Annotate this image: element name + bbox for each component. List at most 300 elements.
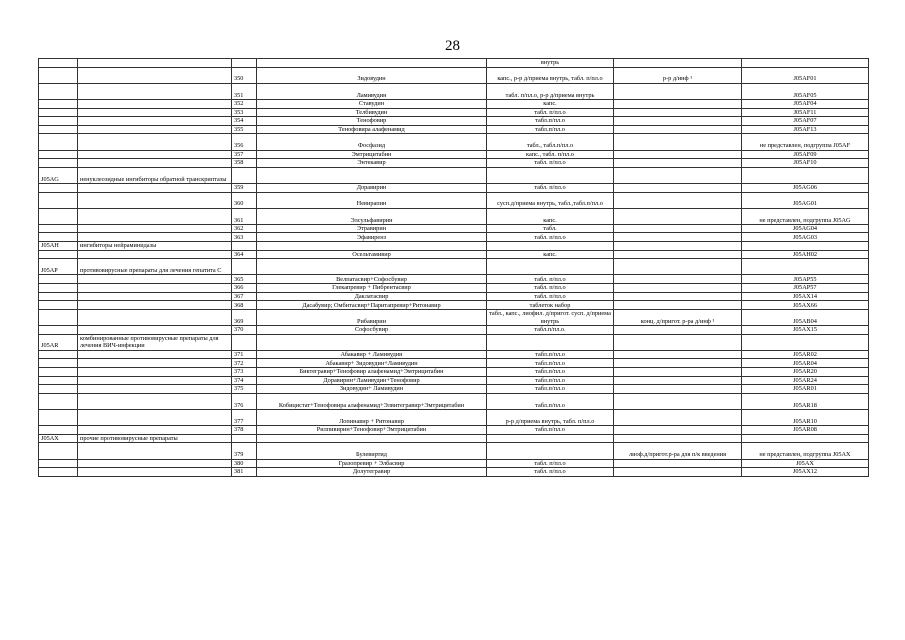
group-name-cell [78,393,232,409]
group-name-cell: ненуклеозидные ингибиторы обратной транскриптазы [78,167,232,183]
drug-name-cell: Велпатасвир+Софосбувир [257,275,487,284]
atc-group-code-cell [39,376,78,385]
dosage-form-cell: р-р д/приема внутрь, табл. п/пл.о [487,409,614,425]
table-row [39,326,869,335]
row-number-cell: 372 [232,359,257,368]
table-row [39,367,869,376]
table-row [39,443,869,459]
atc-group-code-cell [39,350,78,359]
drug-name-cell: Телбивудин [257,108,487,117]
table-row [39,393,869,409]
table-body [39,59,869,477]
atc-code-cell: J05AH02 [742,250,869,259]
dosage-form-cell [487,443,614,459]
hospital-dosage-form-cell [614,409,742,425]
drug-name-cell: Этравирин [257,224,487,233]
atc-code-cell: J05AR20 [742,367,869,376]
dosage-form-cell: табл. п/пл.о [487,108,614,117]
dosage-form-cell: табл. п/пл.о [487,159,614,168]
row-number-cell: 350 [232,67,257,83]
drug-name-cell [257,259,487,275]
hospital-dosage-form-cell [614,275,742,284]
atc-group-code-cell [39,309,78,325]
drug-name-cell: Ламивудин [257,83,487,99]
table-row [39,385,869,394]
hospital-dosage-form-cell: конц. д/пригот. р-ра д/инф ¹ [614,309,742,325]
hospital-dosage-form-cell [614,242,742,251]
drug-name-cell: Абакавир+ Зидовудин+Ламивудин [257,359,487,368]
group-name-cell [78,359,232,368]
dosage-form-cell: табл.п/пл.о [487,350,614,359]
hospital-dosage-form-cell [614,459,742,468]
table-row [39,125,869,134]
table-row [39,459,869,468]
group-name-cell [78,301,232,310]
atc-code-cell [742,434,869,443]
row-number-cell: 362 [232,224,257,233]
row-number-cell: 357 [232,150,257,159]
hospital-dosage-form-cell [614,359,742,368]
row-number-cell: 378 [232,426,257,435]
table-row [39,150,869,159]
table-row [39,192,869,208]
atc-group-code-cell [39,292,78,301]
drug-name-cell: Доравирин+Ламивудин+Тенофовир [257,376,487,385]
atc-code-cell: J05AX [742,459,869,468]
row-number-cell: 375 [232,385,257,394]
table-row [39,117,869,126]
dosage-form-cell: табл. п/пл.о [487,183,614,192]
group-name-cell [78,284,232,293]
row-number-cell [232,259,257,275]
table-row [39,83,869,99]
hospital-dosage-form-cell [614,159,742,168]
row-number-cell [232,434,257,443]
dosage-form-cell: табл.п/пл.о [487,367,614,376]
table-row [39,284,869,293]
atc-code-cell: J05AR08 [742,426,869,435]
table-row [39,159,869,168]
group-name-cell [78,367,232,376]
dosage-form-cell [487,259,614,275]
group-name-cell [78,409,232,425]
group-name-cell [78,192,232,208]
atc-group-code-cell [39,385,78,394]
hospital-dosage-form-cell [614,233,742,242]
group-name-cell [78,309,232,325]
atc-group-code-cell [39,83,78,99]
atc-code-cell: J05AR24 [742,376,869,385]
atc-code-cell: J05AR18 [742,393,869,409]
group-name-cell [78,350,232,359]
row-number-cell: 354 [232,117,257,126]
hospital-dosage-form-cell: р-р д/инф ¹ [614,67,742,83]
drug-name-cell: Доравирин [257,183,487,192]
atc-code-cell: J05AR10 [742,409,869,425]
group-name-cell [78,159,232,168]
group-name-cell [78,183,232,192]
hospital-dosage-form-cell [614,426,742,435]
table-row [39,233,869,242]
atc-group-code-cell [39,208,78,224]
hospital-dosage-form-cell [614,183,742,192]
atc-group-code-cell [39,409,78,425]
hospital-dosage-form-cell [614,376,742,385]
row-number-cell: 361 [232,208,257,224]
table-row [39,108,869,117]
hospital-dosage-form-cell [614,108,742,117]
row-number-cell: 367 [232,292,257,301]
drug-name-cell [257,167,487,183]
hospital-dosage-form-cell [614,134,742,150]
atc-code-cell [742,59,869,68]
dosage-form-cell: табл., капс., лиофил. д/пригот. сусп. д/приема внутрь [487,309,614,325]
group-name-cell [78,385,232,394]
atc-group-code-cell [39,183,78,192]
atc-code-cell: J05AX12 [742,468,869,477]
hospital-dosage-form-cell [614,150,742,159]
dosage-form-cell: табл.п/пл.о [487,426,614,435]
drug-name-cell: Эфавиренз [257,233,487,242]
atc-group-code-cell [39,134,78,150]
row-number-cell: 353 [232,108,257,117]
table-row [39,224,869,233]
table-row [39,468,869,477]
group-name-cell: противовирусные препараты для лечения гепатита С [78,259,232,275]
atc-group-code-cell [39,150,78,159]
atc-code-cell [742,334,869,350]
group-name-cell [78,99,232,108]
drug-name-cell: Энтекавир [257,159,487,168]
hospital-dosage-form-cell [614,292,742,301]
atc-group-code-cell [39,67,78,83]
hospital-dosage-form-cell [614,301,742,310]
hospital-dosage-form-cell [614,125,742,134]
table-row [39,275,869,284]
group-name-cell [78,275,232,284]
row-number-cell: 352 [232,99,257,108]
drug-name-cell: Фосфазид [257,134,487,150]
row-number-cell: 355 [232,125,257,134]
atc-group-code-cell [39,326,78,335]
atc-group-code-cell [39,250,78,259]
drug-name-cell: Ставудин [257,99,487,108]
row-number-cell: 351 [232,83,257,99]
drug-name-cell: Рилпивирин+Тенофовир+Эмтрицитабин [257,426,487,435]
dosage-form-cell: капс., р-р д/приема внутрь, табл. п/пл.о [487,67,614,83]
atc-code-cell: не представлен, подгруппа J05AG [742,208,869,224]
group-name-cell [78,250,232,259]
atc-code-cell: не представлен, подгруппа J05AF [742,134,869,150]
row-number-cell: 379 [232,443,257,459]
dosage-form-cell: таблеток набор [487,301,614,310]
drug-name-cell: Даклатасвир [257,292,487,301]
table-row [39,334,869,350]
atc-group-code-cell [39,284,78,293]
drug-name-cell: Долутегравир [257,468,487,477]
drug-name-cell: Абакавир + Ламивудин [257,350,487,359]
atc-group-code-cell [39,192,78,208]
dosage-form-cell: табл.п/пл.о [487,393,614,409]
row-number-cell [232,334,257,350]
hospital-dosage-form-cell [614,284,742,293]
table-row [39,292,869,301]
atc-group-code-cell [39,117,78,126]
dosage-form-cell: табл.п/пл.о [487,359,614,368]
dosage-form-cell: табл.п/пл.о [487,125,614,134]
atc-code-cell: J05AF07 [742,117,869,126]
dosage-form-cell [487,334,614,350]
table-row [39,359,869,368]
dosage-form-cell [487,242,614,251]
hospital-dosage-form-cell [614,350,742,359]
drug-name-cell: Зидовудин [257,67,487,83]
group-name-cell [78,108,232,117]
dosage-form-cell: табл. [487,224,614,233]
dosage-form-cell: капс., табл. п/пл.о [487,150,614,159]
dosage-form-cell: внутрь [487,59,614,68]
table-row [39,242,869,251]
drug-list-table [38,58,869,477]
group-name-cell [78,426,232,435]
row-number-cell: 360 [232,192,257,208]
hospital-dosage-form-cell [614,224,742,233]
atc-code-cell: J05AP55 [742,275,869,284]
group-name-cell: комбинированные противовирусные препараты для лечения ВИЧ-инфекции [78,334,232,350]
atc-group-code-cell [39,233,78,242]
hospital-dosage-form-cell [614,393,742,409]
table-row [39,183,869,192]
atc-code-cell [742,167,869,183]
atc-code-cell: не представлен, подгруппа J05AX [742,443,869,459]
dosage-form-cell: табл.п/пл.о [487,376,614,385]
table-row [39,426,869,435]
group-name-cell [78,208,232,224]
dosage-form-cell: капс. [487,250,614,259]
dosage-form-cell: табл., табл.п/пл.о [487,134,614,150]
dosage-form-cell: табл. п/пл.о [487,284,614,293]
drug-name-cell [257,242,487,251]
atc-group-code-cell [39,108,78,117]
atc-code-cell: J05AF13 [742,125,869,134]
group-name-cell [78,224,232,233]
group-name-cell [78,150,232,159]
group-name-cell [78,459,232,468]
dosage-form-cell [487,167,614,183]
atc-group-code-cell [39,301,78,310]
row-number-cell: 374 [232,376,257,385]
drug-name-cell: Тенофовир [257,117,487,126]
group-name-cell [78,326,232,335]
atc-group-code-cell [39,99,78,108]
atc-code-cell: J05AF10 [742,159,869,168]
atc-group-code-cell: J05AH [39,242,78,251]
atc-code-cell: J05AF05 [742,83,869,99]
dosage-form-cell: табл. п/пл.о [487,459,614,468]
atc-code-cell: J05AR02 [742,350,869,359]
atc-group-code-cell [39,459,78,468]
atc-code-cell: J05AF01 [742,67,869,83]
row-number-cell: 376 [232,393,257,409]
group-name-cell [78,292,232,301]
atc-group-code-cell [39,59,78,68]
hospital-dosage-form-cell [614,334,742,350]
table-row [39,67,869,83]
drug-name-cell: Биктегравир+Тенофовир алафенамид+Эмтрицитабин [257,367,487,376]
row-number-cell: 373 [232,367,257,376]
dosage-form-cell: табл.п/пл.о. [487,326,614,335]
dosage-form-cell: сусп.д/приема внутрь, табл.,табл.п/пл.о [487,192,614,208]
group-name-cell [78,125,232,134]
drug-name-cell: Невирапин [257,192,487,208]
drug-name-cell: Кобицистат+Тенофовира алафенамид+Элвитегравир+Эмтрицитабин [257,393,487,409]
table-row [39,301,869,310]
dosage-form-cell: табл. п/пл.о [487,292,614,301]
drug-name-cell: Эмтрицитабин [257,150,487,159]
atc-group-code-cell: J05AP [39,259,78,275]
dosage-form-cell [487,434,614,443]
row-number-cell: 368 [232,301,257,310]
group-name-cell: ингибиторы нейраминидазы [78,242,232,251]
row-number-cell: 370 [232,326,257,335]
atc-code-cell: J05AP57 [742,284,869,293]
atc-code-cell: J05AX66 [742,301,869,310]
row-number-cell [232,59,257,68]
dosage-form-cell: табл.п/пл.о [487,117,614,126]
table-row [39,167,869,183]
dosage-form-cell: капс. [487,99,614,108]
drug-name-cell: Рибавирин [257,309,487,325]
row-number-cell: 366 [232,284,257,293]
group-name-cell [78,468,232,477]
row-number-cell [232,242,257,251]
dosage-form-cell: табл.п/пл.о [487,385,614,394]
row-number-cell: 359 [232,183,257,192]
atc-code-cell [742,259,869,275]
drug-name-cell: Лопинавир + Ритонавир [257,409,487,425]
row-number-cell: 377 [232,409,257,425]
group-name-cell [78,376,232,385]
table-row [39,250,869,259]
dosage-form-cell: табл. п/пл.о [487,275,614,284]
hospital-dosage-form-cell [614,167,742,183]
hospital-dosage-form-cell [614,250,742,259]
dosage-form-cell: табл. п/пл.о [487,233,614,242]
table-row [39,208,869,224]
atc-group-code-cell: J05AR [39,334,78,350]
hospital-dosage-form-cell [614,83,742,99]
atc-code-cell: J05AB04 [742,309,869,325]
drug-name-cell [257,59,487,68]
drug-name-cell: Тенофовира алафенамид [257,125,487,134]
table-row [39,99,869,108]
atc-code-cell: J05AG01 [742,192,869,208]
group-name-cell: прочие противовирусные препараты [78,434,232,443]
atc-group-code-cell [39,125,78,134]
group-name-cell [78,134,232,150]
atc-group-code-cell [39,393,78,409]
atc-group-code-cell [39,367,78,376]
atc-code-cell: J05AR01 [742,385,869,394]
group-name-cell [78,443,232,459]
row-number-cell: 363 [232,233,257,242]
atc-group-code-cell [39,468,78,477]
hospital-dosage-form-cell: лиоф.д/пригот.р-ра для п/к введения [614,443,742,459]
row-number-cell: 358 [232,159,257,168]
group-name-cell [78,67,232,83]
atc-code-cell: J05AG04 [742,224,869,233]
hospital-dosage-form-cell [614,385,742,394]
atc-group-code-cell [39,443,78,459]
table-row [39,309,869,325]
hospital-dosage-form-cell [614,434,742,443]
table-row [39,350,869,359]
hospital-dosage-form-cell [614,117,742,126]
hospital-dosage-form-cell [614,367,742,376]
atc-code-cell: J05AG06 [742,183,869,192]
atc-code-cell: J05AR04 [742,359,869,368]
dosage-form-cell: капс. [487,208,614,224]
table-row [39,59,869,68]
hospital-dosage-form-cell [614,192,742,208]
dosage-form-cell: табл. п/пл.о, р-р д/приема внутрь [487,83,614,99]
hospital-dosage-form-cell [614,208,742,224]
atc-code-cell [742,242,869,251]
drug-name-cell [257,334,487,350]
row-number-cell: 369 [232,309,257,325]
drug-name-cell [257,434,487,443]
atc-code-cell: J05AF11 [742,108,869,117]
atc-group-code-cell [39,426,78,435]
atc-code-cell: J05AF04 [742,99,869,108]
drug-name-cell: Элсульфавирин [257,208,487,224]
row-number-cell [232,167,257,183]
drug-name-cell: Зидовудин+ Ламивудин [257,385,487,394]
table-row [39,434,869,443]
atc-group-code-cell [39,275,78,284]
atc-group-code-cell: J05AG [39,167,78,183]
atc-group-code-cell [39,224,78,233]
drug-name-cell: Глекапревир + Пибрентасвир [257,284,487,293]
atc-code-cell: J05AF09 [742,150,869,159]
table-row [39,134,869,150]
table-row [39,376,869,385]
row-number-cell: 365 [232,275,257,284]
group-name-cell [78,117,232,126]
hospital-dosage-form-cell [614,99,742,108]
group-name-cell [78,233,232,242]
hospital-dosage-form-cell [614,259,742,275]
atc-group-code-cell [39,159,78,168]
atc-group-code-cell: J05AX [39,434,78,443]
drug-name-cell: Булевиртид [257,443,487,459]
atc-code-cell: J05AG03 [742,233,869,242]
row-number-cell: 381 [232,468,257,477]
table-row [39,259,869,275]
drug-name-cell: Дасабувир; Омбитасвир+Паритапревир+Ритонавир [257,301,487,310]
atc-code-cell: J05AX14 [742,292,869,301]
hospital-dosage-form-cell [614,326,742,335]
row-number-cell: 371 [232,350,257,359]
row-number-cell: 356 [232,134,257,150]
hospital-dosage-form-cell [614,59,742,68]
hospital-dosage-form-cell [614,468,742,477]
drug-name-cell: Гразопревир + Элбасвир [257,459,487,468]
row-number-cell: 380 [232,459,257,468]
group-name-cell [78,83,232,99]
group-name-cell [78,59,232,68]
drug-name-cell: Софосбувир [257,326,487,335]
